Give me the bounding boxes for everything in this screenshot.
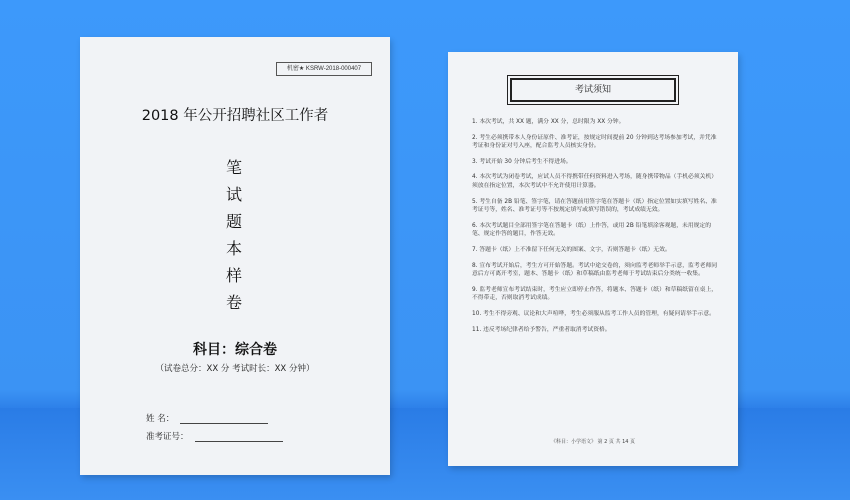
rule-item: 1. 本次考试，共 XX 题，满分 XX 分，总时限为 XX 分钟。 — [472, 119, 625, 125]
exam-cover-page — [80, 37, 390, 475]
name-field — [146, 412, 268, 424]
vertical-char: 题 — [225, 212, 242, 231]
name-label: 姓 名： — [146, 414, 175, 424]
id-label: 准考证号： — [146, 432, 189, 442]
id-field — [146, 430, 283, 442]
rule-item: 10. 考生不得旁观、议论和大声喧哗，考生必须服从监考工作人员的管理，有疑问请举手示意。 — [472, 310, 715, 317]
rule-item: 4. 本次考试为闭卷考试，应试人员不得携带任何资料进入考场，随身携带物品（手机必须关机）须放在指定位置，本次考试中不允许使用计算器。 — [472, 174, 718, 189]
exam-notice-page — [448, 52, 738, 466]
subject-label: 科目：综合卷 — [193, 342, 277, 358]
id-line — [195, 432, 283, 442]
confidential-tag: 机密★ KSRW-2018-000407 — [276, 62, 372, 76]
vertical-char: 试 — [225, 185, 242, 204]
rule-item: 6. 本次考试题目全部用签字笔在答题卡（纸）上作答，或用 2B 铅笔填涂客观题，未用规定的笔、规定作答的题目，作答无效。 — [472, 222, 712, 238]
vertical-char: 样 — [225, 266, 242, 285]
name-line — [180, 414, 268, 424]
vertical-char: 卷 — [225, 293, 242, 312]
vertical-title — [224, 155, 244, 317]
rule-item: 11. 违反考场纪律者给予警告，严重者取消考试资格。 — [472, 326, 611, 333]
rules-list — [472, 118, 722, 341]
rule-item: 9. 监考老师宣布考试结束时，考生应立即停止作答，将题本、答题卡（纸）和草稿纸留在桌上，不得带走，否则取消考试成绩。 — [472, 286, 718, 302]
cover-title: 2018 年公开招聘社区工作者 — [141, 108, 329, 124]
rule-item: 2. 考生必须携带本人身份证原件、准考证，按规定时间提前 20 分钟到达考场参加考试，并凭准考证和身份证对号入座，配合监考人员核实身份。 — [472, 134, 717, 150]
page-footer: 《科目：小学语文》 第 2 页 共 14 页 — [550, 439, 636, 445]
vertical-char: 笔 — [225, 158, 242, 177]
rule-item: 5. 考生自备 2B 铅笔、签字笔，请在答题前用签字笔在答题卡（纸）指定位置如实填写姓名、准考证号等，姓名、准考证号等不按规定填写或填写错误的，考试成绩无效。 — [472, 198, 717, 214]
rule-item: 3. 考试开始 30 分钟后考生不得进场。 — [472, 158, 572, 165]
vertical-char: 本 — [225, 239, 242, 258]
rule-item: 7. 答题卡（纸）上不准留下任何无关的图案、文字，否则答题卡（纸）无效。 — [472, 246, 671, 253]
rule-item: 8. 宣布考试开始后，考生方可开始答题。考试中途交卷的，须向监考老师举手示意，监考老师同意后方可离开考室，题本、答题卡（纸）和草稿纸由监考老师于考试结束后分类统一收集。 — [472, 262, 718, 278]
exam-info: （试卷总分：XX 分 考试时长：XX 分钟） — [155, 364, 315, 374]
notice-title: 考试须知 — [510, 78, 676, 102]
